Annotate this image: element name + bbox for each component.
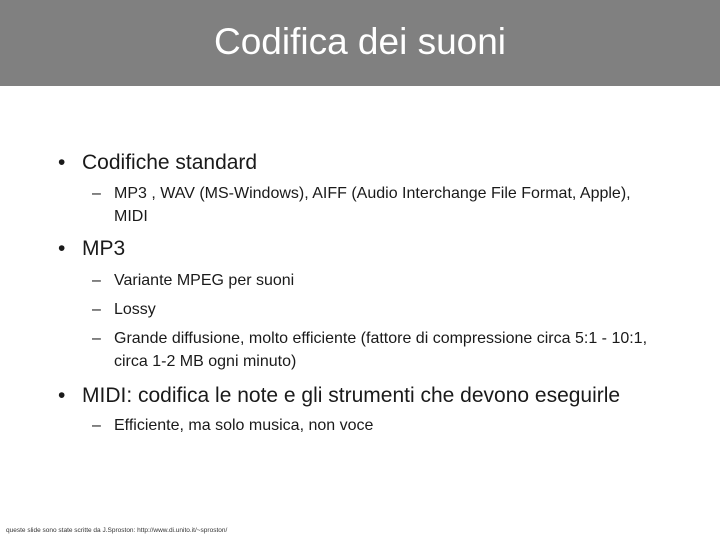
dash-icon: – bbox=[92, 417, 101, 434]
sub-bullet-item bbox=[92, 182, 662, 228]
bullet-icon: • bbox=[58, 237, 66, 260]
sub-bullet-text: Efficiente, ma solo musica, non voce bbox=[114, 417, 374, 434]
bullet-icon: • bbox=[58, 384, 66, 407]
sub-bullet-item bbox=[92, 269, 662, 292]
bullet-text: MP3 bbox=[82, 237, 126, 260]
bullet-text: MIDI: codifica le note e gli strumenti che devono eseguirle bbox=[82, 384, 621, 407]
sub-bullet-item bbox=[92, 327, 662, 373]
slide-title: Codifica dei suoni bbox=[213, 21, 507, 62]
dash-icon: – bbox=[92, 185, 101, 202]
dash-icon: – bbox=[92, 330, 101, 347]
footer-credit: queste slide sono state scritte da J.Sproston: http://www.di.unito.it/~sproston/ bbox=[6, 527, 228, 534]
bullet-text: Codifiche standard bbox=[82, 151, 258, 174]
sub-bullet-text: Lossy bbox=[114, 301, 156, 318]
dash-icon: – bbox=[92, 272, 101, 289]
bullet-icon: • bbox=[58, 151, 66, 174]
sub-bullet-text: Grande diffusione, molto efficiente (fattore di compressione circa 5:1 - 10:1, circa 1-2 MB ogni minuto) bbox=[114, 330, 648, 370]
sub-bullet-item bbox=[92, 298, 662, 321]
sub-bullet-text: Variante MPEG per suoni bbox=[114, 272, 295, 289]
sub-bullet-item bbox=[92, 414, 662, 437]
dash-icon: – bbox=[92, 301, 101, 318]
sub-bullet-text: MP3 , WAV (MS-Windows), AIFF (Audio Interchange File Format, Apple), MIDI bbox=[114, 185, 631, 225]
